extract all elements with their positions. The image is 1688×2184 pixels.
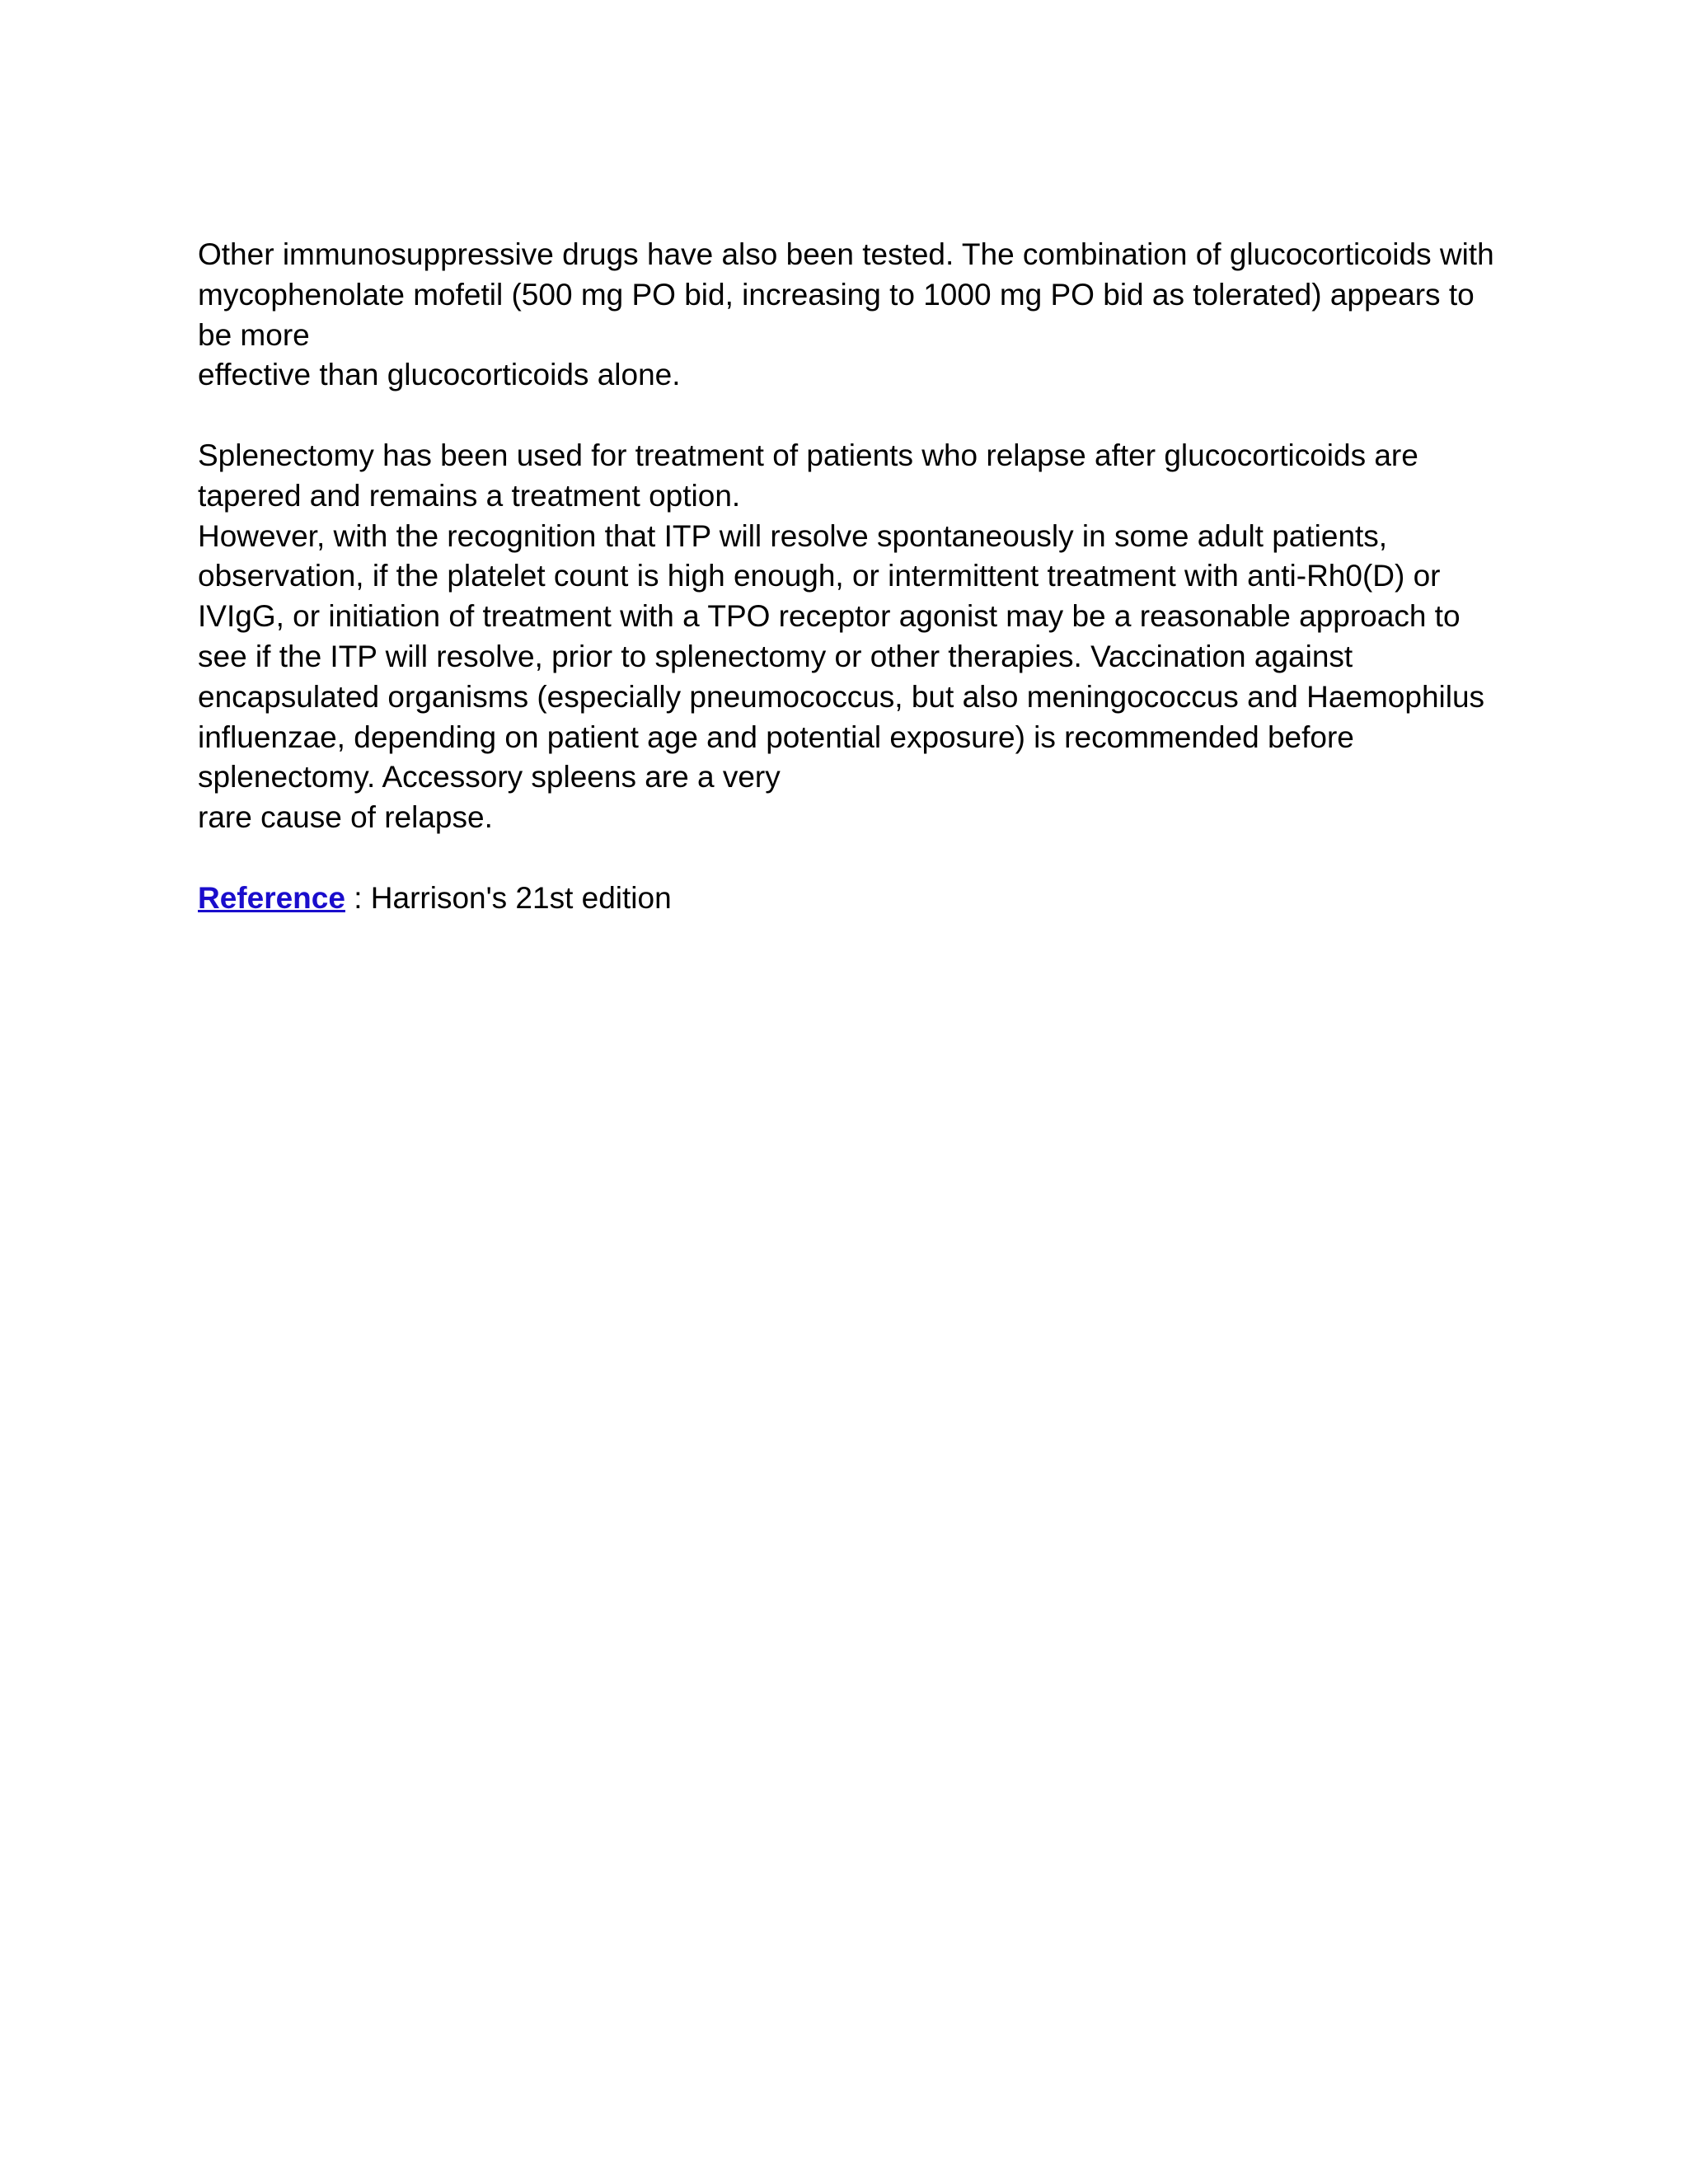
paragraph-splenectomy	[198, 436, 1517, 838]
paragraph-line: see if the ITP will resolve, prior to splenectomy or other therapies. Vaccination against	[198, 639, 1353, 673]
paragraph-line: rare cause of relapse.	[198, 800, 493, 835]
paragraph-spacer	[198, 396, 1517, 436]
paragraph-line: encapsulated organisms (especially pneumococcus, but also meningococcus and Haemophilus	[198, 679, 1485, 714]
paragraph-line: effective than glucocorticoids alone.	[198, 358, 681, 392]
paragraph-line: be more	[198, 317, 310, 352]
paragraph-line: mycophenolate mofetil (500 mg PO bid, increasing to 1000 mg PO bid as tolerated) appears to	[198, 277, 1475, 312]
document-body	[198, 235, 1517, 919]
paragraph-line: Other immunosuppressive drugs have also been tested. The combination of glucocorticoids with	[198, 237, 1494, 271]
reference-source-text: : Harrison's 21st edition	[345, 880, 672, 915]
paragraph-line: Splenectomy has been used for treatment of patients who relapse after glucocorticoids are	[198, 438, 1418, 472]
paragraph-line: splenectomy. Accessory spleens are a very	[198, 760, 781, 794]
paragraph-line: influenzae, depending on patient age and potential exposure) is recommended before	[198, 719, 1354, 754]
paragraph-line: observation, if the platelet count is high enough, or intermittent treatment with anti-Rh0(D) or	[198, 559, 1441, 593]
paragraph-spacer	[198, 838, 1517, 879]
paragraph-line: IVIgG, or initiation of treatment with a TPO receptor agonist may be a reasonable approach to	[198, 599, 1461, 634]
paragraph-line: tapered and remains a treatment option.	[198, 478, 741, 513]
reference-link[interactable]: Reference	[198, 880, 345, 915]
paragraph-line: However, with the recognition that ITP will resolve spontaneously in some adult patients,	[198, 518, 1388, 553]
reference-line	[198, 879, 1517, 919]
paragraph-immunosuppressive-drugs	[198, 235, 1517, 396]
